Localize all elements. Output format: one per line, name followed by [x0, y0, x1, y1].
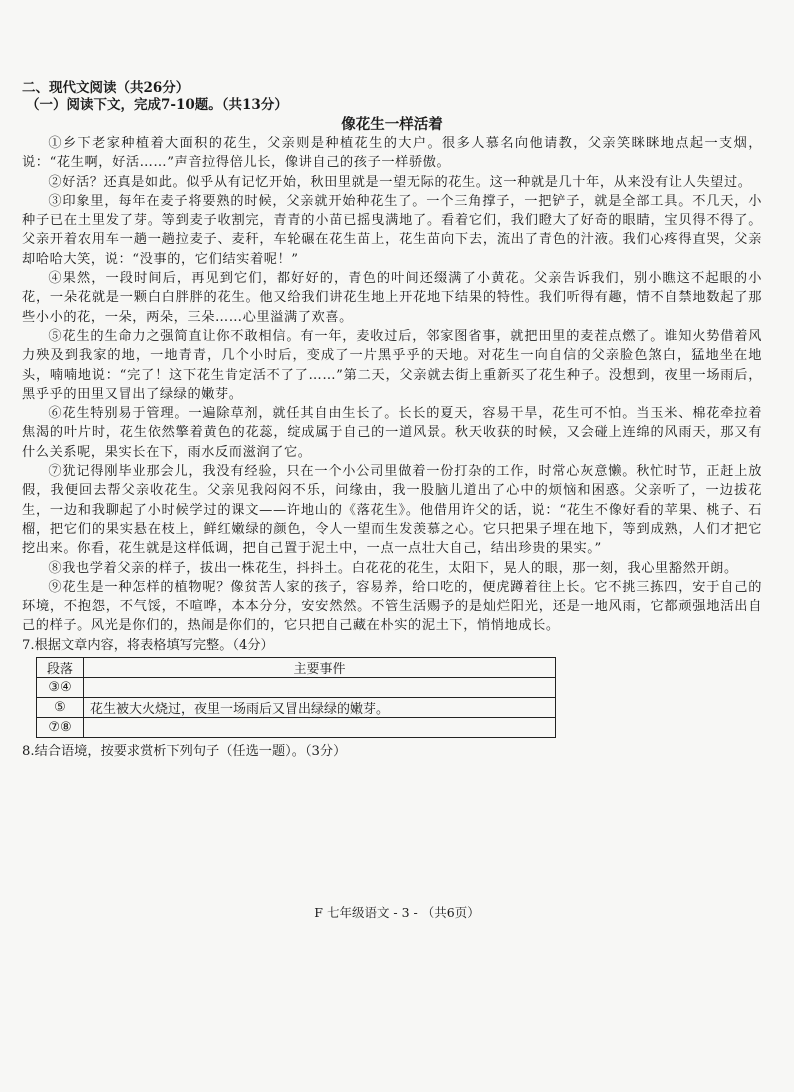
table-row: [37, 717, 556, 737]
table-cell-paragraph: ⑤: [37, 697, 84, 717]
section-subtitle: （一）阅读下文，完成7-10题。（共13分）: [26, 97, 288, 113]
paragraph-5: ⑤花生的生命力之强简直让你不敢相信。有一年，麦收过后，邻家图省事，就把田里的麦茬点燃了。谁知火势借着风力殃及到我家的地，一地青青，几个小时后，变成了一片黑乎乎的天地。对花生一向自信的父亲脸色煞白，猛地坐在地头，喃喃地说：“完了！这下花生肯定活不了了……”第二天，父亲就去街上重新买了花生种子。没想到，夜里一场雨后，黑乎乎的田里又冒出了绿绿的嫩芽。: [22, 328, 762, 402]
table-header-paragraph: 段落: [37, 657, 84, 677]
table-cell-event-answer[interactable]: [84, 677, 556, 697]
page-footer: F 七年级语文 - 3 - （共6页）: [314, 905, 480, 920]
table-cell-event: 花生被大火烧过，夜里一场雨后又冒出绿绿的嫩芽。: [84, 697, 556, 717]
table-cell-event-answer[interactable]: [84, 717, 556, 737]
exam-page: [22, 80, 762, 761]
table-cell-paragraph: ⑦⑧: [37, 717, 84, 737]
question-7-table: [36, 657, 556, 738]
paragraph-3: ③印象里，每年在麦子将要熟的时候，父亲就开始种花生了。一个三角撑子，一把铲子，就是全部工具。不几天，小种子已在土里发了芽。等到麦子收割完，青青的小苗已摇曳满地了。看着它们，我们瞪大了好奇的眼睛，宝贝得不得了。父亲开着农用车一趟一趟拉麦子、麦秆，车轮碾在花生苗上，花生苗向下去，流出了青色的汁液。我们心疼得直哭，父亲却哈哈大笑，说：“没事的，它们结实着呢！”: [22, 193, 762, 267]
question-7-prompt: 7.根据文章内容，将表格填写完整。（4分）: [22, 637, 274, 653]
table-header-row: [37, 657, 556, 677]
paragraph-1: ①乡下老家种植着大面积的花生，父亲则是种植花生的大户。很多人慕名向他请教，父亲笑眯眯地点起一支烟，说：“花生啊，好活……”声音拉得倍儿长，像讲自己的孩子一样骄傲。: [22, 136, 762, 171]
paragraph-6: ⑥花生特别易于管理。一遍除草剂，就任其自由生长了。长长的夏天，容易干旱，花生可不怕。当玉米、棉花牵拉着焦渴的叶片时，花生依然擎着黄色的花蕊，绽成属于自己的一道风景。秋天收获的时候，又会碰上连绵的风雨天，那又有什么关系呢，果实长在下，雨水反而滋润了它。: [22, 406, 762, 460]
table-row: [37, 677, 556, 697]
table-header-event: 主要事件: [84, 657, 556, 677]
table-cell-paragraph: ③④: [37, 677, 84, 697]
table-row: [37, 697, 556, 717]
section-title: 二、现代文阅读（共26分）: [22, 80, 190, 96]
paragraph-9: ⑨花生是一种怎样的植物呢？像贫苦人家的孩子，容易养，给口吃的，便虎蹲着往上长。它不挑三拣四，安于自己的环境，不抱怨，不气馁，不喧哗，本本分分，安安然然。不管生活赐予的是灿烂阳光，还是一地风雨，它都顽强地活出自己的样子。风光是你们的，热闹是你们的，它只把自己藏在朴实的泥土下，悄悄地成长。: [22, 579, 762, 634]
paragraph-4: ④果然，一段时间后，再见到它们，都好好的，青色的叶间还缀满了小黄花。父亲告诉我们，别小瞧这不起眼的小花，一朵花就是一颗白白胖胖的花生。他又给我们讲花生地上开花地下结果的特性。我们听得有趣，情不自禁地数起了那些小小的花，一朵，两朵，三朵……心里溢满了欢喜。: [22, 271, 762, 325]
paragraph-2: ②好活？还真是如此。似乎从有记忆开始，秋田里就是一望无际的花生。这一种就是几十年，从来没有让人失望过。: [48, 174, 752, 190]
paragraph-8: ⑧我也学着父亲的样子，拔出一株花生，抖抖土。白花花的花生，太阳下，晃人的眼，那一刻，我心里豁然开朗。: [48, 560, 738, 576]
article-title: 像花生一样活着: [341, 116, 443, 133]
paragraph-7: ⑦犹记得刚毕业那会儿，我没有经验，只在一个小公司里做着一份打杂的工作，时常心灰意懒。秋忙时节，正赶上放假，我便回去帮父亲收花生。父亲见我闷闷不乐，问缘由，我一股脑儿道出了心中的烦恼和困惑。父亲听了，一边拔花生，一边和我聊起了小时候学过的课文——许地山的《落花生》。他借用许父的话，说：“花生不像好看的苹果、桃子、石榴，把它们的果实悬在枝上，鲜红嫩绿的颜色，令人一望而生发羡慕之心。它只把果子埋在地下，等到成熟，人们才把它挖出来。你看，花生就是这样低调，把自己置于泥土中，一点一点壮大自己，结出珍贵的果实。”: [22, 464, 762, 557]
question-8-prompt: 8.结合语境，按要求赏析下列句子（任选一题）。（3分）: [22, 743, 347, 759]
